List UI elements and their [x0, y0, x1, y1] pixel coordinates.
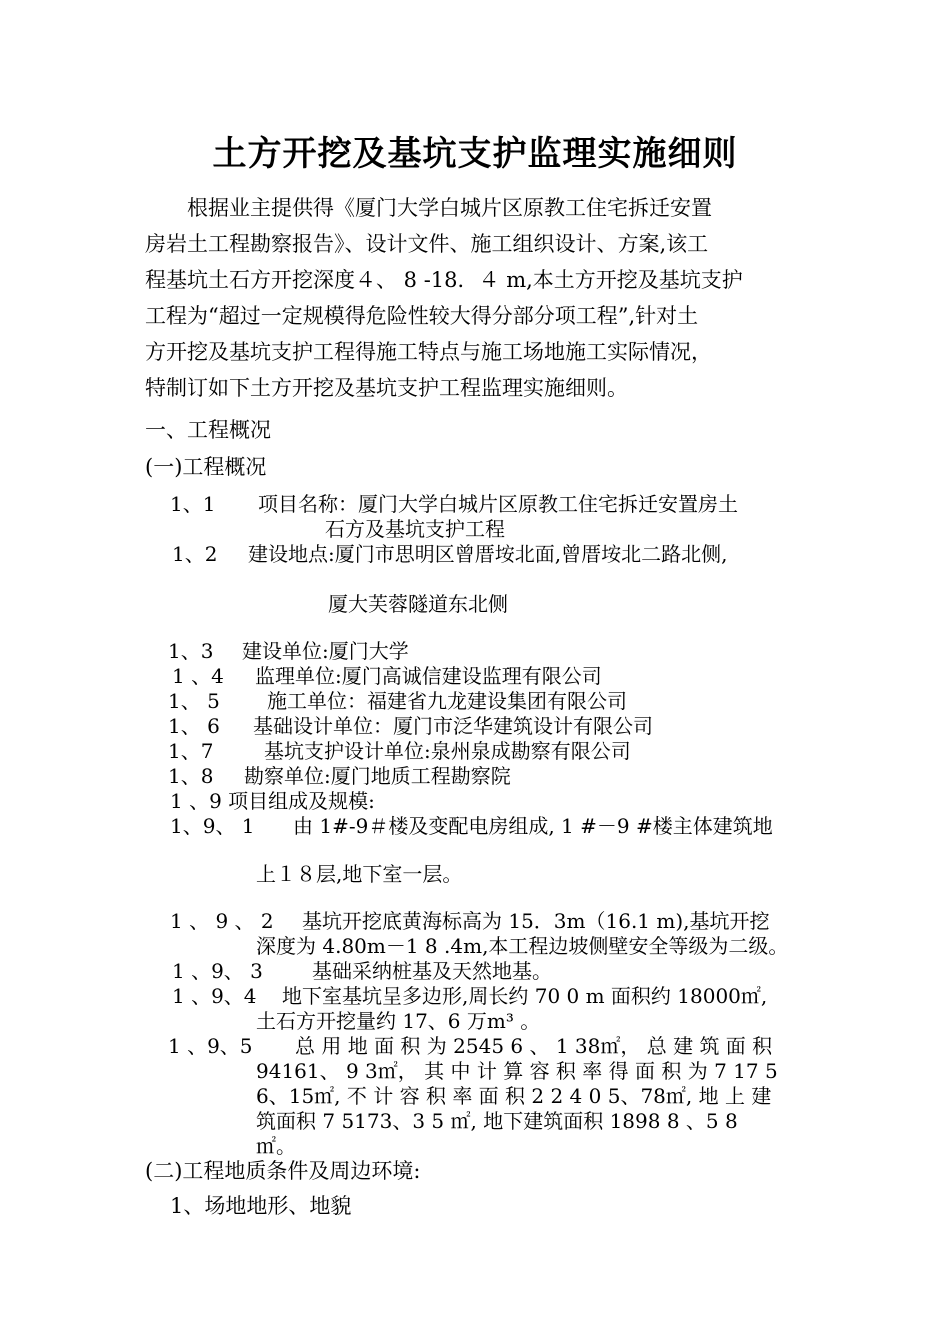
item-number: 1 、9、5: [168, 1034, 253, 1058]
item-text: 建设单位:厦门大学: [242, 639, 409, 663]
item-text-continued: 土石方开挖量约 17、6 万m³ 。: [256, 1009, 541, 1033]
section-heading: 一、工程概况: [145, 418, 271, 442]
item-text-continued: 94161、 9 3㎡， 其 中 计 算 容 积 率 得 面 积 为 7 17 5: [256, 1059, 778, 1083]
item-text: 基础采纳桩基及天然地基。: [312, 959, 552, 983]
item-text: 项目名称：厦门大学白城片区原教工住宅拆迁安置房土: [258, 492, 738, 516]
intro-paragraph: [145, 192, 810, 412]
intro-line: 程基坑土石方开挖深度４、 8 -18．４ m,本土方开挖及基坑支护: [145, 268, 743, 292]
intro-line: 房岩土工程勘察报告》、设计文件、施工组织设计、方案,该工: [145, 232, 709, 256]
item-text-continued: 上１８层,地下室一层。: [256, 862, 463, 886]
item-number: 1、 6: [168, 714, 220, 738]
item-text: 基坑支护设计单位:泉州泉成勘察有限公司: [264, 739, 631, 763]
item-number: 1、8: [168, 764, 214, 788]
item-number: 1、3: [168, 639, 214, 663]
item-text: 地下室基坑呈多边形,周长约 70 0 m 面积约 18000㎡,: [282, 984, 768, 1008]
item-text: 总 用 地 面 积 为 2545 6 、 1 38㎡， 总 建 筑 面 积: [295, 1034, 773, 1058]
item-heading: 1 、9 项目组成及规模:: [170, 789, 375, 813]
item-text-continued: 深度为 4.80m－1 8 .4m,本工程边坡侧壁安全等级为二级。: [256, 934, 789, 958]
item-number: 1 、4: [172, 664, 224, 688]
item-text: 基础设计单位：厦门市泛华建筑设计有限公司: [253, 714, 653, 738]
document-title: 土方开挖及基坑支护监理实施细则: [212, 134, 738, 174]
item-number: 1、1: [170, 492, 216, 516]
item-text: 基坑开挖底黄海标高为 15．3m（16.1 m),基坑开挖: [302, 909, 770, 933]
item-number: 1、7: [168, 739, 214, 763]
item-number: 1、9、 1: [170, 814, 255, 838]
item-number: 1 、9、 3: [172, 959, 263, 983]
item-number: 1 、9、4: [172, 984, 257, 1008]
item-text-continued: ㎡。: [256, 1134, 296, 1158]
item-text: 建设地点:厦门市思明区曾厝垵北面,曾厝垵北二路北侧,: [248, 542, 728, 566]
item-number: 1 、 9 、 2: [170, 909, 274, 933]
intro-line: 方开挖及基坑支护工程得施工特点与施工场地施工实际情况，: [145, 340, 712, 364]
item-text-continued: 6、15㎡, 不 计 容 积 率 面 积 2 2 4 0 5、78㎡, 地 上 建: [256, 1084, 772, 1108]
subsection-heading: (一)工程概况: [145, 455, 267, 479]
item-number: 1、 5: [168, 689, 220, 713]
item-text: 监理单位:厦门高诚信建设监理有限公司: [255, 664, 602, 688]
item-text: 施工单位：福建省九龙建设集团有限公司: [267, 689, 627, 713]
subsection-heading: (二)工程地质条件及周边环境:: [145, 1159, 421, 1183]
item-heading: 1、场地地形、地貌: [170, 1194, 352, 1218]
item-text: 勘察单位:厦门地质工程勘察院: [244, 764, 511, 788]
item-text-continued: 石方及基坑支护工程: [325, 517, 505, 541]
item-text-continued: 厦大芙蓉隧道东北侧: [328, 592, 508, 616]
intro-line: 特制订如下土方开挖及基坑支护工程监理实施细则。: [145, 376, 628, 400]
intro-line: 根据业主提供得《厦门大学白城片区原教工住宅拆迁安置: [187, 196, 712, 220]
item-text: 由 1#-9＃楼及变配电房组成, 1 #－9 #楼主体建筑地: [293, 814, 773, 838]
item-number: 1、2: [172, 542, 218, 566]
item-text-continued: 筑面积 7 5173、3 5 ㎡, 地下建筑面积 1898 8 、5 8: [256, 1109, 738, 1133]
intro-line: 工程为“超过一定规模得危险性较大得分部分项工程”,针对土: [145, 304, 699, 328]
